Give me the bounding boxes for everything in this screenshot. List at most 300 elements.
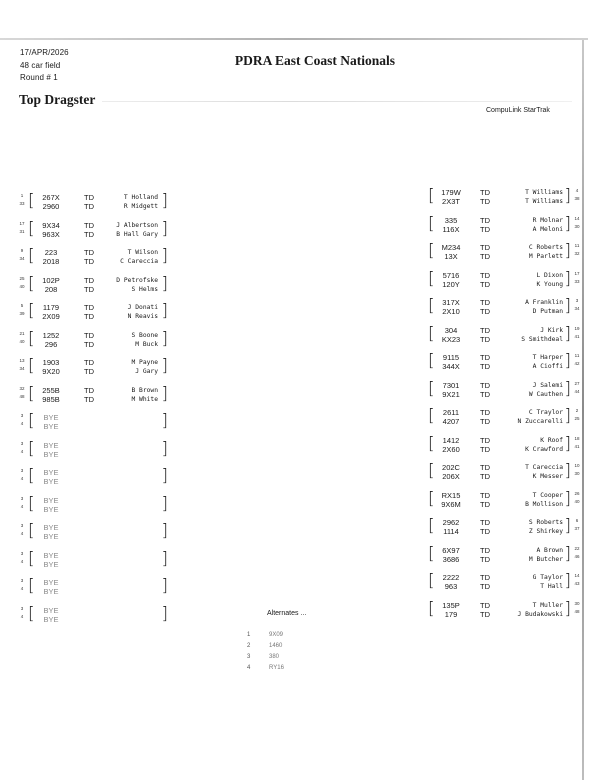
driver-name: D Petrofske — [116, 276, 158, 284]
car-number: 304 — [444, 325, 458, 335]
alternates-title: Alternates ... — [267, 610, 307, 617]
lane-code: TD — [480, 554, 490, 564]
open-bracket: [ — [428, 406, 435, 426]
close-bracket: ] — [161, 383, 168, 404]
seed-number: 18 — [574, 435, 580, 441]
driver-name: T Wilson — [127, 249, 158, 256]
driver-name: T Muller — [532, 601, 563, 609]
driver-name: N Zuccarelli — [517, 418, 563, 425]
close-bracket: ] — [564, 433, 571, 454]
close-bracket: ] — [564, 323, 571, 344]
lane-code: TD — [84, 367, 94, 376]
seed-number: 4 — [20, 503, 24, 509]
close-bracket: ] — [161, 576, 168, 596]
seed-number: 3 — [20, 440, 24, 446]
alternate-number: 3 — [247, 654, 251, 660]
driver-name: M Parlett — [528, 253, 563, 260]
open-bracket: [ — [28, 521, 35, 541]
seed-number: 6 — [575, 518, 579, 523]
pairing-left — [18, 413, 170, 431]
close-bracket: ] — [161, 328, 168, 349]
lane-code: TD — [480, 573, 490, 582]
car-number: 2X09 — [42, 312, 60, 321]
open-bracket: [ — [28, 273, 35, 294]
pairing-right — [428, 188, 582, 206]
close-bracket: ] — [564, 571, 571, 591]
seed-number: 3 — [20, 578, 24, 583]
open-bracket: [ — [28, 576, 35, 596]
seed-number: 40 — [19, 283, 25, 289]
close-bracket: ] — [564, 378, 571, 399]
pairing-right — [428, 518, 582, 536]
lane-code: TD — [480, 545, 490, 555]
pairing-right — [428, 298, 582, 316]
close-bracket: ] — [564, 461, 571, 481]
car-number: 9X6M — [441, 499, 461, 509]
open-bracket: [ — [428, 323, 435, 344]
open-bracket: [ — [428, 461, 435, 481]
close-bracket: ] — [161, 521, 168, 541]
car-number: 13X — [444, 252, 458, 261]
seed-number: 17 — [19, 220, 25, 226]
lane-code: TD — [84, 312, 94, 321]
car-number: BYE — [43, 504, 59, 514]
event-title: PDRA East Coast Nationals — [234, 53, 396, 68]
car-number: 2018 — [42, 257, 60, 266]
open-bracket: [ — [428, 268, 435, 289]
lane-code: TD — [480, 252, 490, 261]
driver-name: K Crawford — [525, 445, 563, 453]
open-bracket: [ — [28, 548, 35, 569]
lane-code: TD — [480, 600, 490, 610]
car-number: 963X — [42, 229, 60, 239]
lane-code: TD — [84, 330, 94, 340]
open-bracket: [ — [28, 328, 35, 349]
driver-name: B Hall Gary — [116, 230, 158, 238]
pairing-right — [428, 408, 582, 426]
car-number: 1412 — [442, 435, 460, 445]
seed-number: 42 — [574, 361, 580, 366]
pairing-left — [18, 248, 170, 266]
driver-name: C Careccia — [120, 258, 158, 265]
seed-number: 46 — [574, 553, 580, 559]
seed-number: 31 — [19, 228, 25, 234]
open-bracket: [ — [428, 186, 435, 206]
seed-number: 39 — [19, 311, 25, 316]
seed-number: 4 — [20, 558, 24, 564]
field-size: 48 car field — [20, 61, 61, 70]
lane-code: TD — [480, 353, 490, 362]
car-number: 206X — [442, 472, 460, 481]
driver-name: T Williams — [525, 198, 563, 205]
open-bracket: [ — [28, 411, 35, 431]
seed-number: 25 — [19, 275, 25, 281]
driver-name: G Taylor — [532, 574, 563, 581]
seed-number: 14 — [574, 573, 580, 578]
car-number: BYE — [43, 413, 59, 422]
pairing-left — [18, 328, 170, 349]
close-bracket: ] — [161, 273, 168, 294]
pairing-left — [18, 468, 170, 486]
lane-code: TD — [84, 193, 94, 202]
lane-code: TD — [480, 325, 490, 335]
lane-code: TD — [480, 408, 490, 417]
seed-number: 4 — [20, 613, 24, 619]
close-bracket: ] — [161, 411, 168, 431]
seed-number: 4 — [575, 188, 579, 193]
driver-name: A Brown — [536, 546, 563, 554]
driver-name: S Boone — [131, 331, 158, 339]
pairing-right — [428, 213, 582, 234]
lane-code: TD — [480, 518, 490, 527]
seed-number: 34 — [19, 366, 25, 371]
race-date: 17/APR/2026 — [20, 48, 69, 57]
lane-code: TD — [480, 527, 490, 536]
close-bracket: ] — [161, 493, 168, 514]
driver-name: A Franklin — [525, 299, 563, 306]
seed-number: 4 — [20, 531, 24, 536]
car-number: 344X — [442, 362, 460, 371]
lane-code: TD — [480, 609, 490, 619]
open-bracket: [ — [28, 466, 35, 486]
car-number: 1114 — [443, 527, 459, 536]
driver-name: J Salemi — [532, 381, 563, 389]
seed-number: 2 — [575, 408, 579, 413]
seed-number: 43 — [574, 581, 580, 586]
lane-code: TD — [480, 279, 490, 289]
open-bracket: [ — [28, 356, 35, 376]
car-number: 1903 — [42, 358, 60, 367]
driver-name: M White — [131, 395, 158, 403]
driver-name: Z Shirkey — [528, 528, 563, 535]
driver-name: W Cauthen — [528, 390, 563, 398]
close-bracket: ] — [161, 301, 168, 321]
alternate-entry — [247, 654, 307, 664]
lane-code: TD — [480, 444, 490, 454]
driver-name: M Butcher — [528, 555, 563, 563]
car-number: 296 — [44, 339, 58, 349]
alternate-car: 9X09 — [269, 632, 284, 638]
open-bracket: [ — [428, 571, 435, 591]
open-bracket: [ — [428, 351, 435, 371]
car-number: 179W — [441, 188, 461, 197]
seed-number: 3 — [20, 495, 24, 501]
class-title: Top Dragster — [19, 92, 96, 107]
driver-name: C Roberts — [528, 244, 563, 251]
open-bracket: [ — [28, 603, 35, 624]
lane-code: TD — [480, 298, 490, 307]
car-number: 9X20 — [42, 367, 60, 376]
pairing-right — [428, 353, 582, 371]
driver-name: T Hall — [540, 583, 563, 590]
car-number: 2960 — [42, 202, 60, 211]
pairing-right — [428, 243, 582, 261]
driver-name: J Budakowski — [517, 610, 563, 618]
driver-name: A Meloni — [532, 225, 563, 233]
page-right-edge — [582, 40, 584, 780]
car-number: BYE — [43, 449, 59, 459]
car-number: 2X3T — [442, 197, 460, 206]
lane-code: TD — [480, 490, 490, 500]
pairing-right — [428, 488, 582, 509]
seed-number: 34 — [19, 256, 25, 261]
close-bracket: ] — [161, 548, 168, 569]
alternate-car: 1460 — [269, 643, 283, 649]
lane-code: TD — [84, 229, 94, 239]
driver-name: M Payne — [131, 359, 158, 366]
seed-number: 26 — [574, 490, 580, 496]
car-number: 135P — [442, 600, 460, 610]
seed-number: 5 — [20, 303, 24, 308]
driver-name: T Careccia — [525, 464, 563, 471]
driver-name: K Roof — [540, 436, 563, 444]
lane-code: TD — [480, 197, 490, 206]
alternate-entry — [247, 643, 307, 653]
car-number: BYE — [43, 587, 59, 596]
driver-name: L Dixon — [536, 271, 563, 279]
driver-name: N Reavis — [127, 313, 158, 320]
seed-number: 3 — [20, 413, 24, 418]
seed-number: 1 — [20, 193, 24, 198]
driver-name: R Molnar — [532, 216, 563, 224]
pairing-left — [18, 273, 170, 294]
pairing-left — [18, 438, 170, 459]
close-bracket: ] — [161, 466, 168, 486]
pairing-right — [428, 598, 582, 619]
car-number: 179 — [444, 609, 458, 619]
driver-name: A Cioffi — [532, 363, 563, 370]
driver-name: D Putman — [532, 308, 563, 315]
car-number: 335 — [444, 215, 458, 225]
car-number: 202C — [442, 463, 460, 472]
seed-number: 40 — [19, 338, 25, 344]
driver-name: J Donati — [127, 304, 158, 311]
car-number: 267X — [42, 193, 60, 202]
alternate-car: RY16 — [269, 665, 284, 671]
close-bracket: ] — [564, 516, 571, 536]
open-bracket: [ — [28, 191, 35, 211]
alternate-car: 380 — [269, 654, 280, 660]
pairing-left — [18, 493, 170, 514]
timing-system-label: CompuLink StarTrak — [486, 107, 550, 114]
pairing-left — [18, 578, 170, 596]
open-bracket: [ — [428, 516, 435, 536]
pairing-left — [18, 303, 170, 321]
car-number: 963 — [444, 582, 458, 591]
lane-code: TD — [480, 362, 490, 371]
car-number: RX15 — [441, 490, 461, 500]
seed-number: 4 — [20, 586, 24, 591]
close-bracket: ] — [161, 191, 168, 211]
seed-number: 48 — [19, 393, 25, 399]
car-number: 317X — [442, 298, 460, 307]
seed-number: 27 — [574, 380, 580, 386]
car-number: 5716 — [442, 270, 460, 280]
seed-number: 3 — [20, 523, 24, 528]
pairing-left — [18, 383, 170, 404]
pairing-left — [18, 548, 170, 569]
seed-number: 14 — [574, 215, 580, 221]
close-bracket: ] — [564, 268, 571, 289]
pairing-left — [18, 358, 170, 376]
car-number: 116X — [442, 224, 460, 234]
pairing-left — [18, 193, 170, 211]
driver-name: M Buck — [135, 340, 158, 348]
car-number: 2X10 — [442, 307, 460, 316]
open-bracket: [ — [28, 438, 35, 459]
close-bracket: ] — [161, 218, 168, 239]
seed-number: 40 — [574, 498, 580, 504]
seed-number: 10 — [574, 463, 580, 468]
car-number: M234 — [441, 243, 461, 252]
car-number: 2962 — [442, 518, 460, 527]
lane-code: TD — [84, 248, 94, 257]
seed-number: 37 — [574, 526, 580, 531]
car-number: BYE — [43, 550, 59, 560]
car-number: 2611 — [442, 408, 460, 417]
driver-name: J Kirk — [540, 326, 563, 334]
driver-name: K Young — [536, 280, 563, 288]
seed-number: 21 — [19, 330, 25, 336]
pairing-right — [428, 433, 582, 454]
alternate-number: 1 — [247, 632, 251, 638]
car-number: 6X97 — [442, 545, 460, 555]
car-number: BYE — [43, 495, 59, 505]
car-number: 7301 — [442, 380, 460, 390]
close-bracket: ] — [564, 186, 571, 206]
car-number: BYE — [43, 559, 59, 569]
close-bracket: ] — [161, 246, 168, 266]
alternate-number: 4 — [247, 665, 251, 671]
lane-code: TD — [480, 499, 490, 509]
car-number: BYE — [43, 605, 59, 615]
lane-code: TD — [84, 385, 94, 395]
car-number: BYE — [43, 422, 59, 431]
lane-code: TD — [84, 339, 94, 349]
pairing-right — [428, 323, 582, 344]
car-number: 2X60 — [442, 444, 460, 454]
car-number: 120Y — [442, 279, 460, 289]
close-bracket: ] — [564, 351, 571, 371]
driver-name: S Helms — [131, 285, 158, 293]
driver-name: J Albertson — [116, 221, 158, 229]
driver-name: B Brown — [131, 386, 158, 394]
seed-number: 41 — [574, 333, 580, 339]
class-divider — [102, 101, 572, 102]
seed-number: 32 — [19, 385, 25, 391]
seed-number: 25 — [574, 416, 580, 421]
lane-code: TD — [84, 257, 94, 266]
seed-number: 48 — [574, 608, 580, 614]
car-number: BYE — [43, 532, 59, 541]
car-number: 208 — [44, 284, 58, 294]
pairing-left — [18, 218, 170, 239]
close-bracket: ] — [564, 598, 571, 619]
lane-code: TD — [480, 215, 490, 225]
close-bracket: ] — [564, 543, 571, 564]
page-top-edge — [0, 38, 588, 40]
close-bracket: ] — [564, 296, 571, 316]
seed-number: 34 — [574, 306, 580, 311]
car-number: 9X21 — [442, 389, 460, 399]
pairing-right — [428, 268, 582, 289]
lane-code: TD — [84, 275, 94, 285]
driver-name: J Gary — [135, 368, 158, 375]
pairing-right — [428, 543, 582, 564]
lane-code: TD — [480, 435, 490, 445]
lane-code: TD — [84, 358, 94, 367]
seed-number: 3 — [20, 605, 24, 611]
seed-number: 4 — [20, 476, 24, 481]
car-number: 2222 — [442, 573, 460, 582]
car-number: 102P — [42, 275, 60, 285]
car-number: BYE — [43, 468, 59, 477]
seed-number: 38 — [574, 196, 580, 201]
open-bracket: [ — [28, 301, 35, 321]
lane-code: TD — [84, 394, 94, 404]
lane-code: TD — [480, 389, 490, 399]
seed-number: 4 — [20, 448, 24, 454]
seed-number: 30 — [574, 600, 580, 606]
seed-number: 3 — [575, 298, 579, 303]
open-bracket: [ — [428, 241, 435, 261]
seed-number: 17 — [574, 270, 580, 276]
open-bracket: [ — [28, 218, 35, 239]
seed-number: 3 — [20, 550, 24, 556]
pairing-left — [18, 603, 170, 624]
close-bracket: ] — [564, 488, 571, 509]
car-number: 9X34 — [42, 220, 60, 230]
open-bracket: [ — [428, 598, 435, 619]
seed-number: 11 — [574, 353, 580, 358]
alternate-entry — [247, 632, 307, 642]
pairing-right — [428, 463, 582, 481]
driver-name: S Roberts — [528, 519, 563, 526]
pairing-left — [18, 523, 170, 541]
seed-number: 11 — [574, 243, 580, 248]
driver-name: B Mollison — [525, 500, 563, 508]
driver-name: S Smithdeal — [521, 335, 563, 343]
car-number: 9115 — [442, 353, 460, 362]
seed-number: 44 — [574, 388, 580, 394]
alternate-entry — [247, 665, 307, 675]
alternate-number: 2 — [247, 643, 251, 649]
car-number: 4207 — [442, 417, 460, 426]
pairing-right — [428, 378, 582, 399]
driver-name: T Williams — [525, 189, 563, 196]
seed-number: 13 — [19, 358, 25, 363]
lane-code: TD — [480, 224, 490, 234]
seed-number: 4 — [20, 421, 24, 426]
car-number: BYE — [43, 578, 59, 587]
pairing-right — [428, 573, 582, 591]
close-bracket: ] — [161, 603, 168, 624]
open-bracket: [ — [428, 433, 435, 454]
open-bracket: [ — [428, 378, 435, 399]
seed-number: 30 — [574, 471, 580, 476]
seed-number: 19 — [574, 325, 580, 331]
driver-name: C Traylor — [528, 409, 563, 416]
open-bracket: [ — [428, 213, 435, 234]
driver-name: K Messer — [532, 473, 563, 480]
lane-code: TD — [480, 582, 490, 591]
car-number: 1179 — [42, 303, 60, 312]
open-bracket: [ — [28, 493, 35, 514]
seed-number: 33 — [574, 278, 580, 284]
car-number: BYE — [43, 440, 59, 450]
car-number: 223 — [44, 248, 58, 257]
car-number: 255B — [42, 385, 60, 395]
